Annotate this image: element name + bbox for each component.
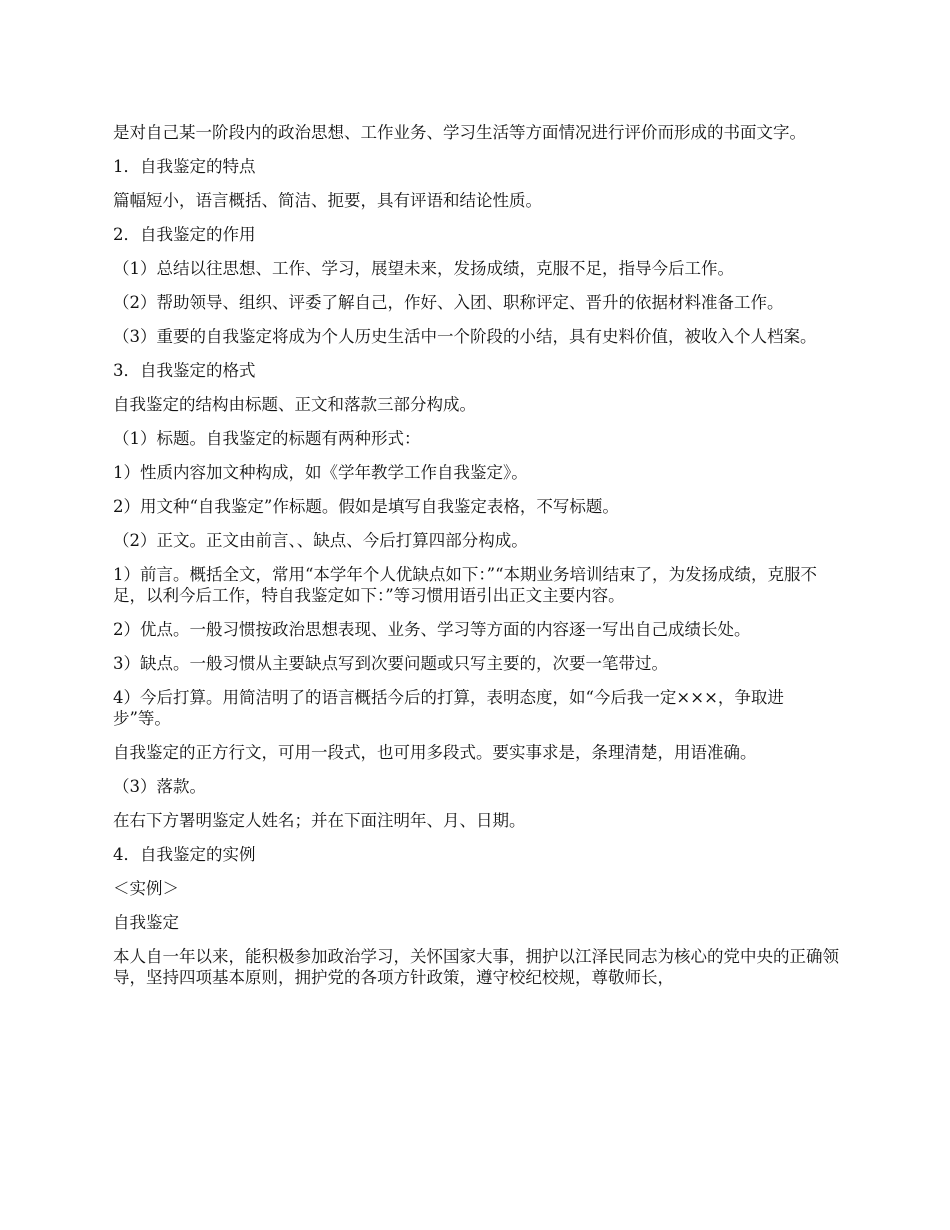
function-item-1: （1）总结以往思想、工作、学习，展望未来，发扬成绩，克服不足，指导今后工作。	[113, 259, 734, 278]
example-body-paragraph: 本人自一年以来，能积极参加政治学习，关怀国家大事，拥护以江泽民同志为核心的党中央的正确领导，坚持四项基本原则，拥护党的各项方针政策，遵守校纪校规，尊敬师长，	[113, 947, 839, 987]
section-heading-format: 3．自我鉴定的格式	[113, 361, 256, 380]
example-label: ＜实例＞	[113, 879, 179, 898]
title-form-2: 2）用文种“自我鉴定”作标题。假如是填写自我鉴定表格，不写标题。	[113, 497, 619, 516]
signature-paragraph: 在右下方署明鉴定人姓名；并在下面注明年、月、日期。	[113, 811, 526, 830]
section-heading-functions: 2．自我鉴定的作用	[113, 225, 256, 244]
body-preface: 1）前言。概括全文，常用“本学年个人优缺点如下：”“本期业务培训结束了，为发扬成绩，克服不足，以利今后工作，特自我鉴定如下：”等习惯用语引出正文主要内容。	[113, 565, 818, 605]
section-heading-example: 4．自我鉴定的实例	[113, 845, 256, 864]
body-style-paragraph: 自我鉴定的正方行文，可用一段式，也可用多段式。要实事求是，条理清楚，用语准确。	[113, 743, 757, 762]
format-title-item: （1）标题。自我鉴定的标题有两种形式：	[113, 429, 421, 448]
body-strengths: 2）优点。一般习惯按政治思想表现、业务、学习等方面的内容逐一写出自己成绩长处。	[113, 620, 751, 639]
title-form-1: 1）性质内容加文种构成，如《学年教学工作自我鉴定》。	[113, 463, 528, 482]
format-body-item: （2）正文。正文由前言、、缺点、今后打算四部分构成。	[113, 531, 528, 550]
function-item-3: （3）重要的自我鉴定将成为个人历史生活中一个阶段的小结，具有史料价值，被收入个人档案。	[113, 327, 817, 346]
format-signature-item: （3）落款。	[113, 777, 206, 796]
body-weaknesses: 3）缺点。一般习惯从主要缺点写到次要问题或只写主要的，次要一笔带过。	[113, 654, 668, 673]
format-structure-paragraph: 自我鉴定的结构由标题、正文和落款三部分构成。	[113, 395, 476, 414]
section-heading-features: 1．自我鉴定的特点	[113, 157, 256, 176]
intro-paragraph: 是对自己某一阶段内的政治思想、工作业务、学习生活等方面情况进行评价而形成的书面文字。	[113, 123, 806, 142]
body-future-plans: 4）今后打算。用简洁明了的语言概括今后的打算，表明态度，如“今后我一定×××，争取进步”等。	[113, 688, 784, 728]
features-paragraph: 篇幅短小，语言概括、简洁、扼要，具有评语和结论性质。	[113, 191, 542, 210]
function-item-2: （2）帮助领导、组织、评委了解自己，作好、入团、职称评定、晋升的依据材料准备工作。	[113, 293, 784, 312]
example-title: 自我鉴定	[113, 913, 179, 932]
document-page	[113, 122, 839, 1001]
